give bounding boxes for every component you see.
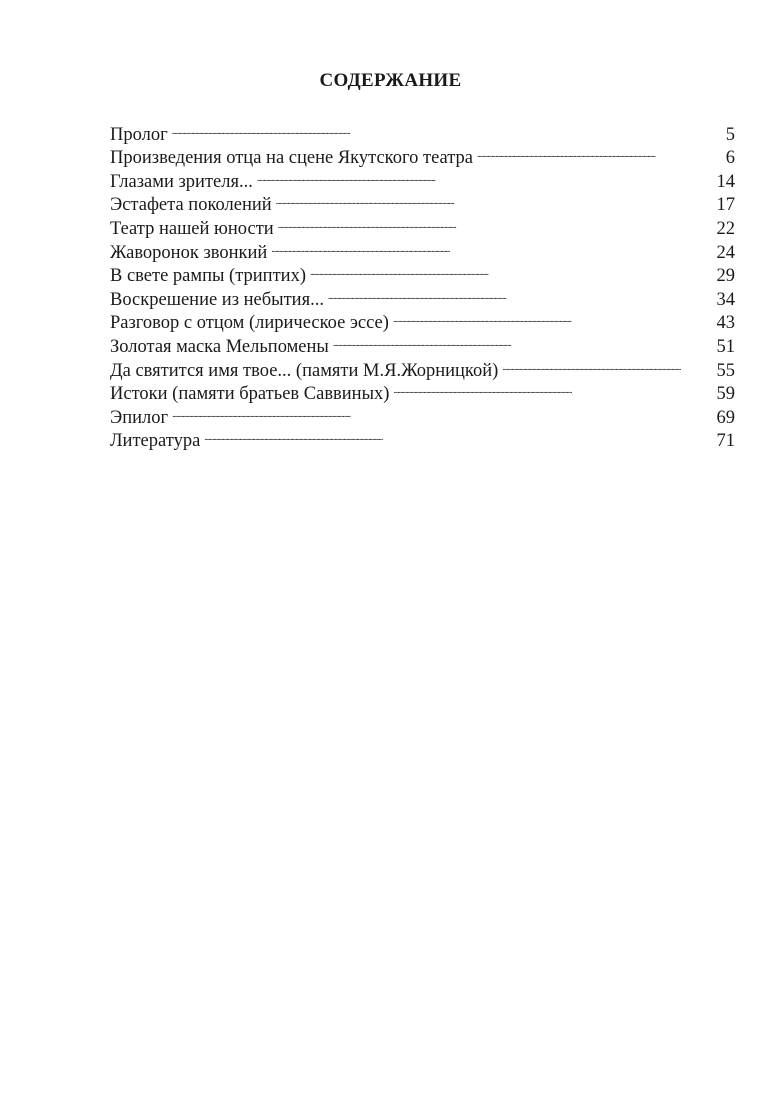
page-title: СОДЕРЖАНИЕ — [319, 70, 462, 91]
toc-entry-title: Театр нашей юности — [110, 218, 274, 239]
toc-page-number: 43 — [716, 313, 735, 334]
toc-dot-leader — [310, 258, 687, 282]
toc-dot-leader — [393, 376, 687, 400]
toc-dot-leader — [276, 187, 687, 211]
toc-page-number: 22 — [716, 218, 735, 239]
toc-entry-title: Истоки (памяти братьев Саввиных) — [110, 384, 390, 405]
toc-entry-title: Эстафета поколений — [110, 195, 272, 216]
toc-page-number: 55 — [716, 360, 735, 381]
toc-entry-title: Воскрешение из небытия... — [110, 289, 324, 310]
toc-dot-leader — [333, 328, 687, 352]
toc-dot-leader — [271, 234, 687, 258]
toc-entry-title: Жаворонок звонкий — [110, 242, 268, 263]
toc-dot-leader — [172, 116, 687, 140]
toc-entry-title: Пролог — [110, 124, 168, 145]
toc-entry-title: Золотая маска Мельпомены — [110, 336, 329, 357]
toc-entry — [110, 116, 735, 145]
toc-entry-title: Разговор с отцом (лирическое эссе) — [110, 313, 389, 334]
toc-entry-title: Произведения отца на сцене Якутского театра — [110, 148, 474, 169]
toc-entry-title: Литература — [110, 431, 201, 452]
toc-entry-title: Эпилог — [110, 407, 169, 428]
toc-page-number: 24 — [716, 242, 735, 263]
toc-entry-title: Глазами зрителя... — [110, 171, 253, 192]
toc-dot-leader — [172, 399, 687, 423]
toc-entry-title: В свете рампы (триптих) — [110, 266, 306, 287]
toc-dot-leader — [393, 305, 687, 329]
toc-page-number: 51 — [716, 336, 735, 357]
toc-page-number: 6 — [725, 148, 735, 169]
toc-page-number: 59 — [716, 384, 735, 405]
toc-dot-leader — [278, 210, 687, 234]
table-of-contents — [110, 116, 735, 452]
toc-entry-title: Да святится имя твое... (памяти М.Я.Жорницкой) — [110, 360, 499, 381]
toc-entry — [110, 399, 735, 428]
toc-page-number: 5 — [725, 124, 735, 145]
toc-dot-leader — [477, 140, 687, 164]
toc-dot-leader — [257, 163, 687, 187]
toc-page-number: 14 — [716, 171, 735, 192]
toc-page-number: 34 — [716, 289, 735, 310]
toc-page-number: 17 — [716, 195, 735, 216]
toc-page-number: 71 — [716, 431, 735, 452]
toc-page-number: 69 — [716, 407, 735, 428]
toc-page-number: 29 — [716, 266, 735, 287]
toc-entry — [110, 140, 735, 169]
toc-entry — [110, 423, 735, 452]
toc-dot-leader — [204, 423, 687, 447]
toc-dot-leader — [502, 352, 687, 376]
toc-dot-leader — [328, 281, 687, 305]
